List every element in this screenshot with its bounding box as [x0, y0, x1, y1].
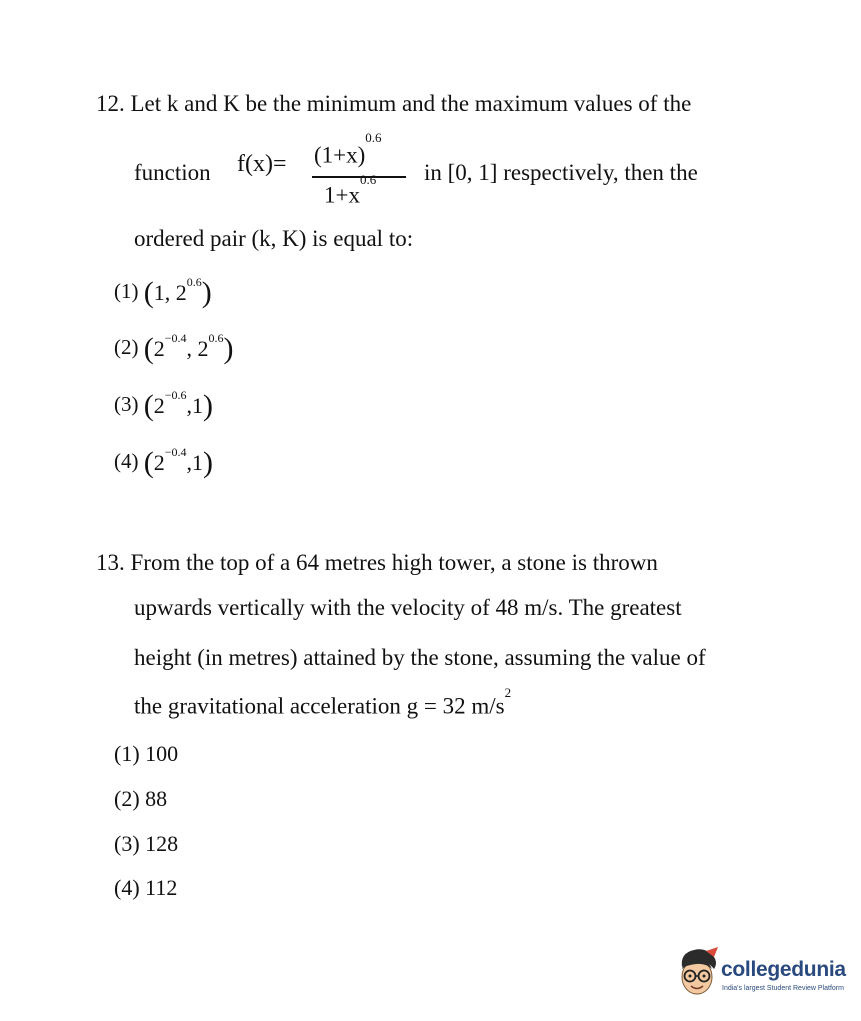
q13-option-2: (2) 88: [114, 786, 168, 811]
comma: ,: [186, 336, 198, 361]
logo-brand-text: collegedunia: [721, 958, 846, 981]
option-label: (4): [114, 448, 139, 473]
option-a: 2: [153, 450, 165, 475]
close-paren: ): [223, 332, 234, 365]
q12-fx: f(x)=: [237, 151, 287, 177]
option-b: 1: [192, 450, 204, 475]
q13-option-1: (1) 100: [114, 741, 179, 766]
close-paren: ): [201, 276, 212, 309]
option-label: (3): [114, 391, 139, 416]
comma: ,: [186, 393, 193, 418]
q13-stem-line1: 13. From the top of a 64 metres high tower, a stone is thrown: [96, 550, 658, 575]
q13-option-4: (4) 112: [114, 875, 178, 900]
comma: ,: [164, 280, 176, 305]
option-a: 1: [153, 280, 165, 305]
q12-denominator: [324, 172, 377, 209]
q12-numerator-exp: 0.6: [365, 130, 382, 145]
option-a: 2: [153, 336, 165, 361]
comma: ,: [186, 450, 193, 475]
option-label: (2): [114, 334, 139, 359]
open-paren: (: [143, 446, 154, 479]
open-paren: (: [143, 332, 154, 365]
q12-numerator-base: (1+x): [314, 142, 366, 168]
option-a: 2: [153, 393, 165, 418]
q12-fraction-bar: [312, 176, 406, 178]
q12-option-1: [114, 274, 212, 309]
q13-line4-text: the gravitational acceleration g = 32 m/s: [134, 693, 505, 719]
open-paren: (: [143, 389, 154, 422]
option-a-exp: −0.4: [164, 444, 187, 459]
option-label: (1): [114, 278, 139, 303]
q12-stem-line3: ordered pair (k, K) is equal to:: [134, 226, 414, 251]
option-b: 1: [192, 393, 204, 418]
q12-stem-line1: 12. Let k and K be the minimum and the maximum values of the: [96, 91, 692, 116]
option-a-exp: −0.6: [164, 387, 187, 402]
q12-option-3: [114, 387, 214, 422]
q12-numerator: [314, 130, 382, 169]
collegedunia-logo: [676, 945, 848, 1005]
q12-option-2: [114, 330, 234, 365]
q13-line4-exp: 2: [504, 685, 512, 700]
option-b: 2: [197, 336, 209, 361]
option-a-exp: −0.4: [164, 330, 187, 345]
q12-option-4: [114, 444, 214, 479]
mascot-face-icon: [676, 947, 720, 999]
q12-function-label: function: [134, 160, 211, 185]
q13-stem-line2: upwards vertically with the velocity of 48 m/s. The greatest: [134, 595, 682, 620]
q12-denominator-base: 1+x: [324, 182, 360, 208]
q12-fraction: [312, 130, 408, 208]
q12-denominator-exp: 0.6: [359, 172, 377, 187]
q13-option-3: (3) 128: [114, 831, 179, 856]
q13-stem-line3: height (in metres) attained by the stone, assuming the value of: [134, 645, 706, 670]
q13-stem-line4: [134, 685, 512, 719]
option-b-exp: 0.6: [208, 330, 224, 345]
close-paren: ): [203, 446, 214, 479]
close-paren: ): [203, 389, 214, 422]
open-paren: (: [143, 276, 154, 309]
logo-tagline: India's largest Student Review Platform: [722, 985, 844, 992]
q12-range-text: in [0, 1] respectively, then the: [424, 160, 698, 185]
option-b: 2: [175, 280, 187, 305]
option-b-exp: 0.6: [186, 274, 202, 289]
